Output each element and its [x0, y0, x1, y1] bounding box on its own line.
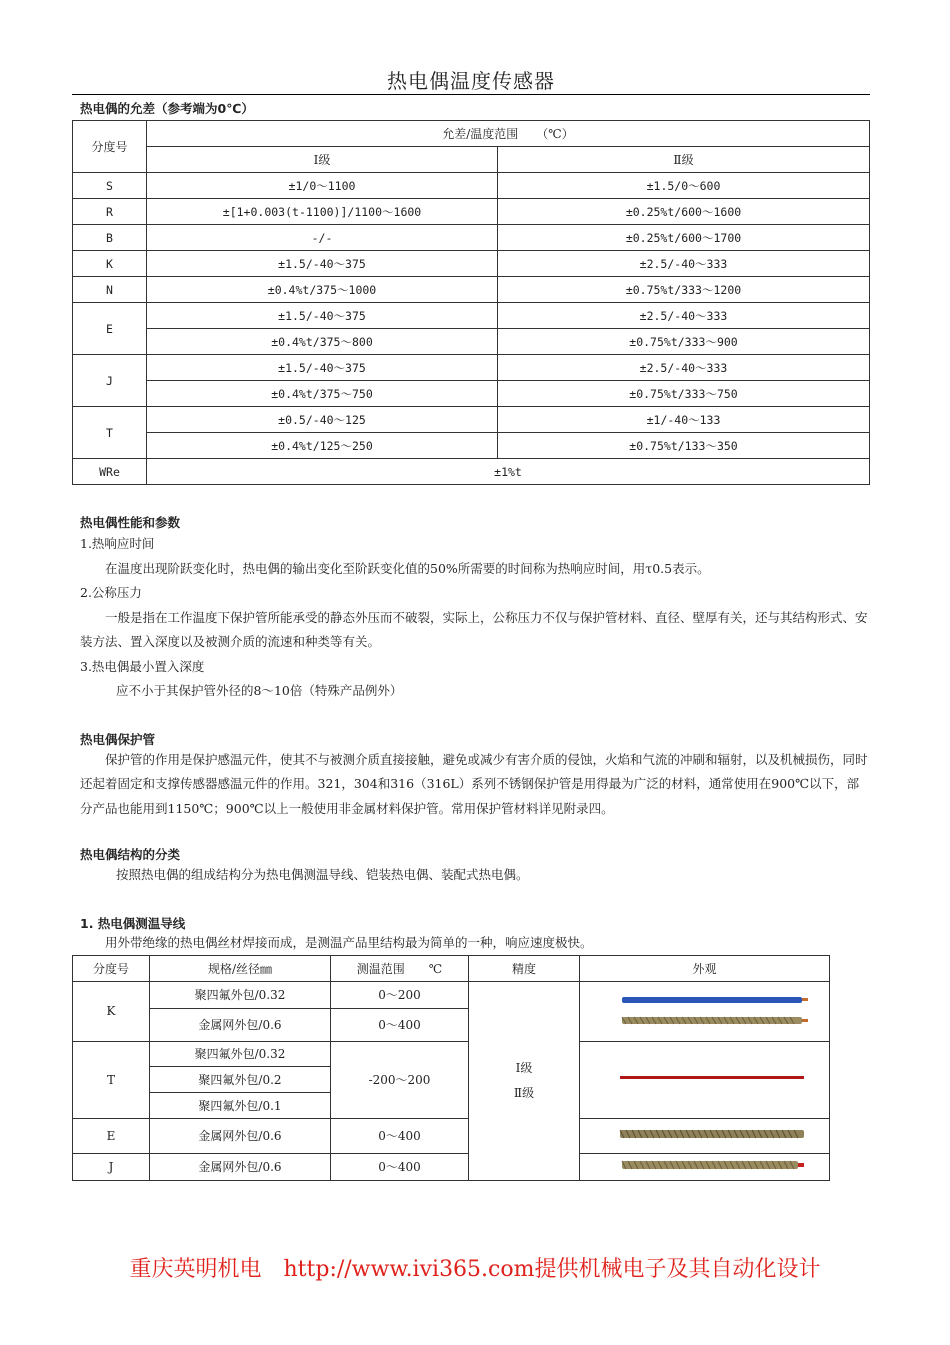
protection-heading: 热电偶保护管	[80, 731, 156, 747]
class1-cell: -/-	[147, 225, 498, 251]
class2-cell: ±1.5/0～600	[498, 173, 870, 199]
performance-heading: 热电偶性能和参数	[80, 515, 181, 530]
table-row	[73, 303, 870, 329]
spec-cell: 聚四氟外包/0.32	[150, 1041, 331, 1066]
table-row	[73, 277, 870, 303]
col-grade-header: 分度号	[73, 121, 147, 173]
class2-cell: ±0.75%t/333～750	[498, 381, 870, 407]
tolerance-cell: ±1%t	[147, 459, 870, 485]
item1-text: 在温度出现阶跃变化时，热电偶的输出变化至阶跃变化值的50%所需要的时间称为热响应时间，用τ0.5表示。	[105, 560, 710, 576]
item1-title: 1.热响应时间	[80, 536, 155, 551]
class1-cell: ±0.5/-40～125	[147, 407, 498, 433]
e-wire-photo	[600, 1124, 810, 1144]
class2-cell: ±1/-40～133	[498, 407, 870, 433]
spec-cell: 聚四氟外包/0.2	[150, 1066, 331, 1092]
table-row	[73, 459, 870, 485]
j-wire-photo	[600, 1156, 810, 1174]
range-cell: -200～200	[331, 1041, 469, 1118]
class2-cell: ±2.5/-40～333	[498, 303, 870, 329]
range-cell: 0～400	[331, 1153, 469, 1180]
class1-cell: ±0.4%t/125～250	[147, 433, 498, 459]
tolerance-table	[72, 120, 870, 485]
col-class2-header: Ⅱ级	[498, 147, 870, 173]
class1-cell: ±0.4%t/375～750	[147, 381, 498, 407]
accuracy-class2: Ⅱ级	[513, 1085, 535, 1100]
blue-teflon-wire	[622, 997, 802, 1003]
look-cell-t	[580, 1041, 830, 1118]
spec-cell: 聚四氟外包/0.1	[150, 1092, 331, 1118]
table-row	[73, 199, 870, 225]
look-cell-e	[580, 1118, 830, 1153]
item3-title: 3.热电偶最小置入深度	[80, 658, 205, 674]
range-cell: 0～200	[331, 981, 469, 1008]
table-row	[73, 251, 870, 277]
item3-text: 应不小于其保护管外径的8～10倍（特殊产品例外）	[116, 683, 403, 698]
class2-cell: ±2.5/-40～333	[498, 251, 870, 277]
structure-heading: 热电偶结构的分类	[80, 847, 181, 862]
wire-table	[72, 955, 830, 1181]
class1-cell: ±0.4%t/375～800	[147, 329, 498, 355]
item2-text: 一般是指在工作温度下保护管所能承受的静态外压而不破裂，实际上，公称压力不仅与保护管材料、直径、壁厚有关，还与其结构形式、安装方法、置入深度以及被测介质的流速和种类等有关。	[80, 609, 868, 649]
look-cell-k	[580, 981, 830, 1041]
class1-cell: ±1/0～1100	[147, 173, 498, 199]
class1-cell: ±0.4%t/375～1000	[147, 277, 498, 303]
table-row	[73, 329, 870, 355]
document-page	[72, 60, 870, 1181]
col-accuracy-header: 精度	[469, 955, 580, 981]
class1-cell: ±1.5/-40～375	[147, 355, 498, 381]
grade-cell: K	[73, 981, 150, 1041]
grade-cell: S	[73, 173, 147, 199]
wire-tip	[802, 1019, 808, 1022]
accuracy-class1: Ⅰ级	[515, 1060, 533, 1075]
spec-cell: 聚四氟外包/0.32	[150, 981, 331, 1008]
structure-text: 按照热电偶的组成结构分为热电偶测温导线、铠装热电偶、装配式热电偶。	[116, 867, 529, 882]
grade-cell: T	[73, 1041, 150, 1118]
look-cell-j	[580, 1153, 830, 1180]
spec-cell: 金属网外包/0.6	[150, 1118, 331, 1153]
protection-text: 保护管的作用是保护感温元件，使其不与被测介质直接接触，避免或减少有害介质的侵蚀，火焰和气流的冲刷和辐射，以及机械损伤，同时还起着固定和支撑传感器感温元件的作用。321，304和316（316L）系列不锈钢保护管是用得最为广泛的材料，通常使用在900℃以下，部分产品也能用到1150℃；900℃以上一般使用非金属材料保护管。常用保护管材料详见附录四。	[80, 751, 868, 816]
grade-cell: N	[73, 277, 147, 303]
item2-title: 2.公称压力	[80, 585, 142, 600]
class1-cell: ±1.5/-40～375	[147, 303, 498, 329]
class2-cell: ±0.75%t/133～350	[498, 433, 870, 459]
class2-cell: ±2.5/-40～333	[498, 355, 870, 381]
grade-cell: T	[73, 407, 147, 459]
col-look-header: 外观	[580, 955, 830, 981]
wire-text: 用外带绝缘的热电偶丝材焊接而成，是测温产品里结构最为简单的一种，响应速度极快。	[105, 934, 593, 950]
table-row	[73, 225, 870, 251]
table-row	[73, 407, 870, 433]
performance-section	[72, 532, 870, 704]
grade-cell: B	[73, 225, 147, 251]
page-title: 热电偶温度传感器	[72, 60, 870, 95]
table-row	[73, 433, 870, 459]
grade-cell: E	[73, 1118, 150, 1153]
col-class1-header: Ⅰ级	[147, 147, 498, 173]
tolerance-heading: 热电偶的允差（参考端为0℃）	[80, 101, 254, 116]
col-grade-header: 分度号	[73, 955, 150, 981]
col-range-header: 测温范围 ℃	[331, 955, 469, 981]
wire-tip	[798, 1163, 804, 1167]
class2-cell: ±0.25%t/600～1700	[498, 225, 870, 251]
k-wire-photo	[600, 985, 810, 1035]
t-wire-photo	[600, 1068, 810, 1088]
class2-cell: ±0.25%t/600～1600	[498, 199, 870, 225]
grade-cell: K	[73, 251, 147, 277]
accuracy-cell	[469, 981, 580, 1180]
table-row	[73, 381, 870, 407]
spec-cell: 金属网外包/0.6	[150, 1153, 331, 1180]
wire-heading: 1. 热电偶测温导线	[80, 915, 186, 931]
wire-tip	[802, 998, 808, 1001]
col-range-header: 允差/温度范围 （℃）	[147, 121, 870, 147]
col-spec-header: 规格/丝径㎜	[150, 955, 331, 981]
grade-cell: J	[73, 355, 147, 407]
grade-cell: E	[73, 303, 147, 355]
range-cell: 0～400	[331, 1118, 469, 1153]
class2-cell: ±0.75%t/333～900	[498, 329, 870, 355]
table-row	[73, 355, 870, 381]
footer-watermark: 重庆英明机电 http://www.ivi365.com提供机械电子及其自动化设计	[129, 1257, 821, 1282]
class1-cell: ±1.5/-40～375	[147, 251, 498, 277]
class2-cell: ±0.75%t/333～1200	[498, 277, 870, 303]
class1-cell: ±[1+0.003(t-1100)]/1100～1600	[147, 199, 498, 225]
grade-cell: WRe	[73, 459, 147, 485]
spec-cell: 金属网外包/0.6	[150, 1008, 331, 1041]
table-row	[73, 173, 870, 199]
red-teflon-wire	[620, 1076, 804, 1079]
grade-cell: J	[73, 1153, 150, 1180]
grade-cell: R	[73, 199, 147, 225]
range-cell: 0～400	[331, 1008, 469, 1041]
